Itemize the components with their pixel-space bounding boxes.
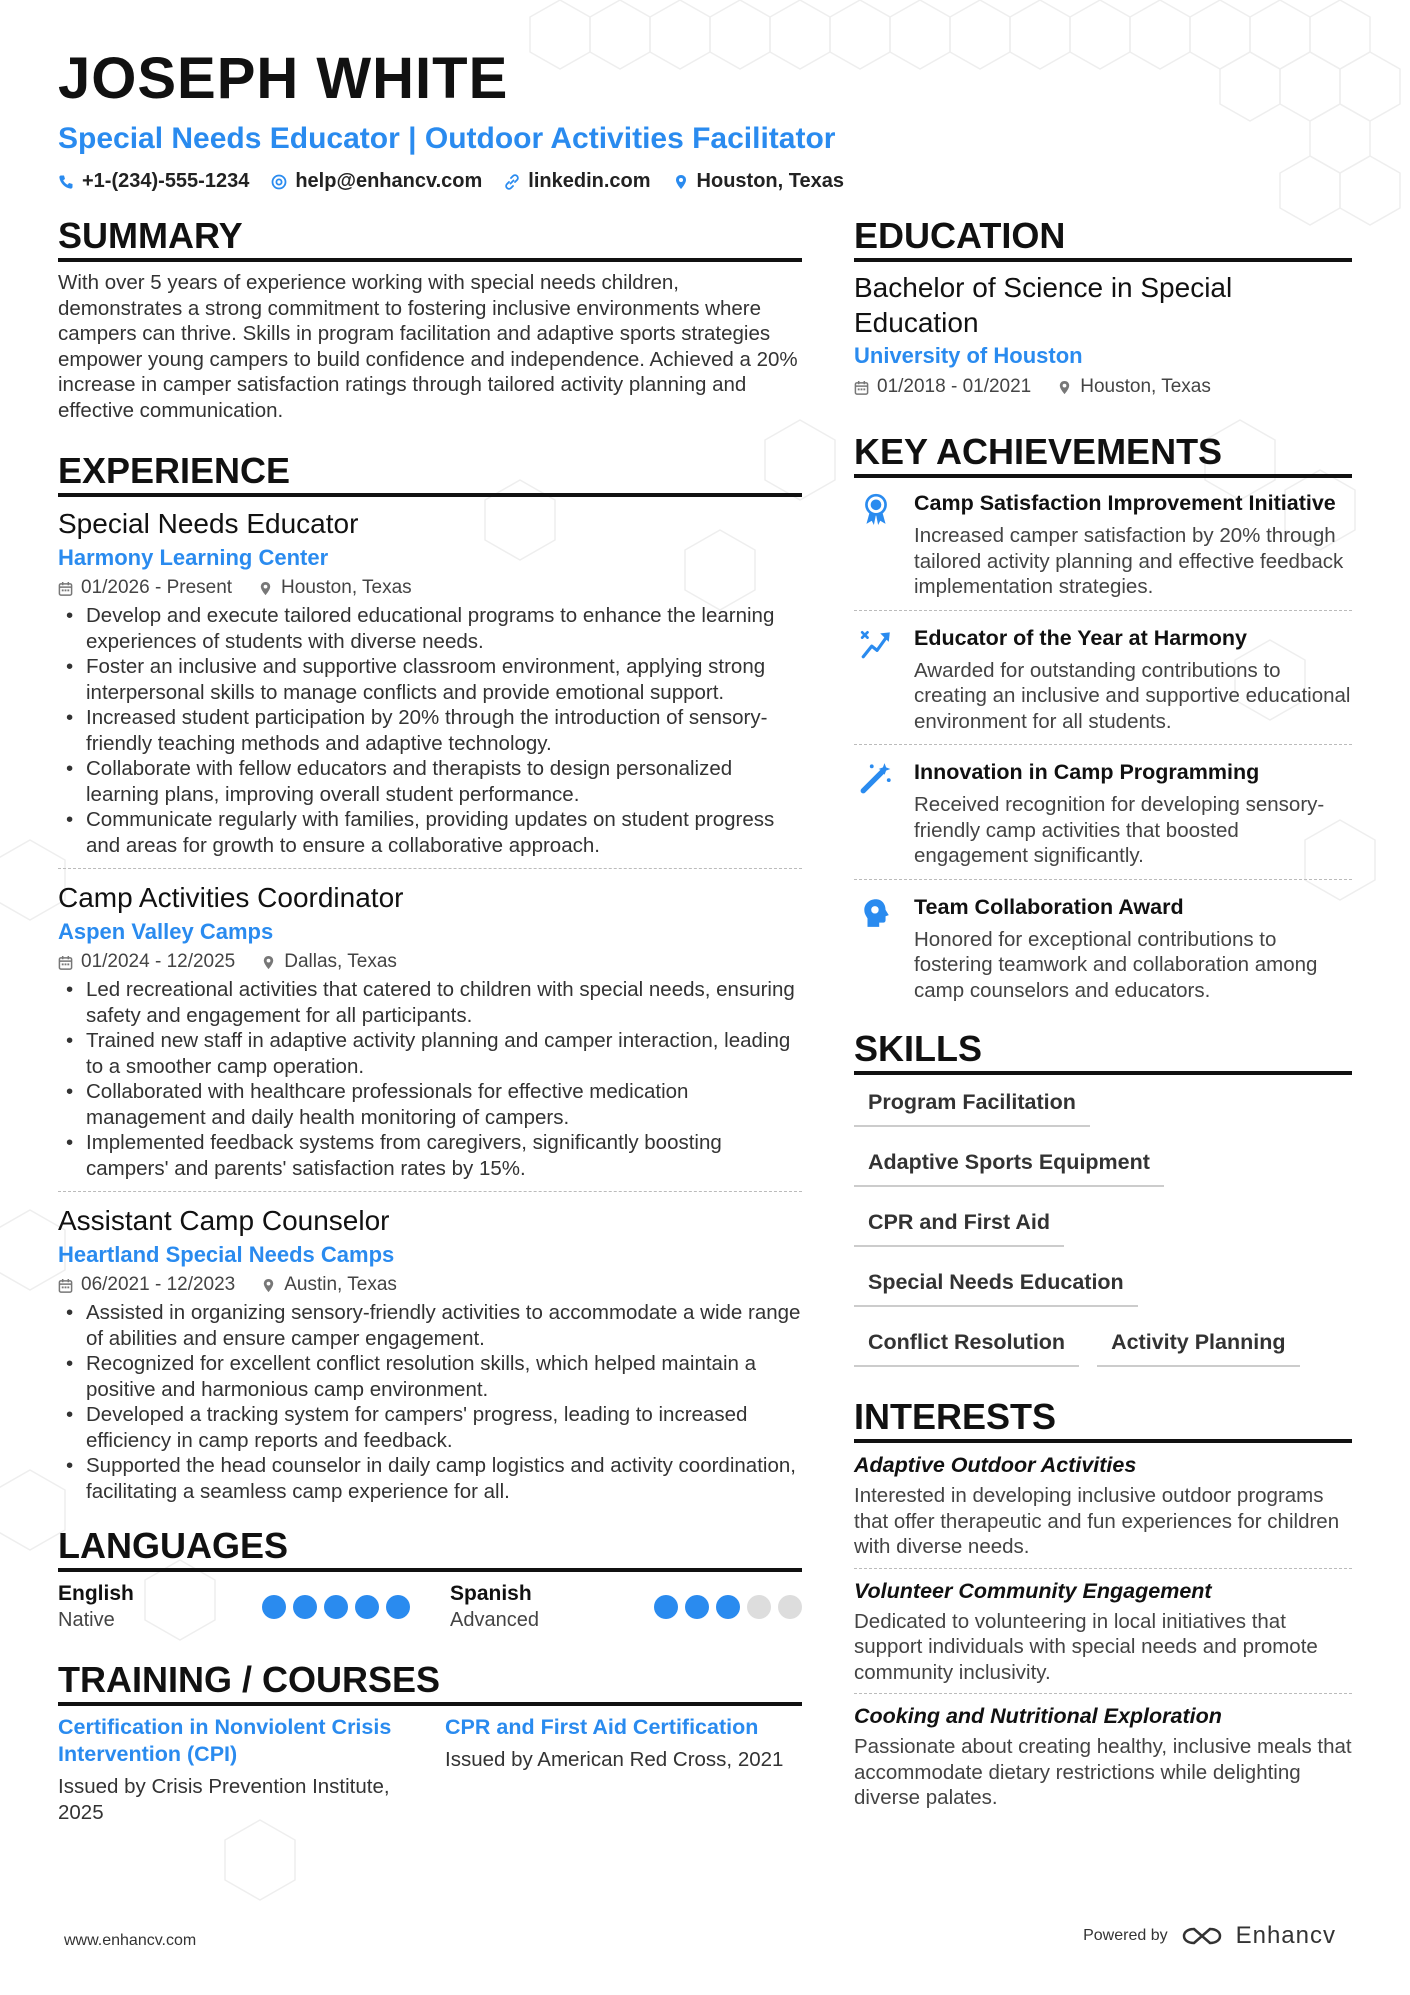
course-item [445,1714,802,1826]
interest-title: Adaptive Outdoor Activities [854,1453,1137,1477]
school-name: University of Houston [854,343,1083,368]
job-bullet: • Foster an inclusive and supportive classroom environment, applying strong interpersonal skills to manage conflicts and provide emotional support. [58,654,802,705]
course-item [58,1714,415,1826]
education-location-text: Houston, Texas [1080,376,1211,397]
at-sign-icon [271,174,287,190]
achievement-title: Team Collaboration Award [914,894,1184,919]
job-meta [58,573,802,603]
rating-dot-filled [355,1595,379,1619]
resume-header [58,46,1358,193]
job-location-text: Austin, Texas [284,1274,397,1295]
language-name: English [58,1582,134,1605]
course-title: Certification in Nonviolent Crisis Intervention (CPI) [58,1715,392,1766]
summary-heading: SUMMARY [58,214,802,262]
achievement-description: Increased camper satisfaction by 20% through tailored activity planning and effective feedback implementation strategies. [914,524,1344,598]
achievement-item [854,486,1352,611]
job-bullet: • Implemented feedback systems from caregivers, significantly boosting campers' and parents' satisfaction rates by 15%. [58,1130,802,1181]
email-text: help@enhancv.com [295,170,483,192]
experience-section [58,449,802,1514]
rating-dot-empty [747,1595,771,1619]
achievement-description: Honored for exceptional contributions to fostering teamwork and collaboration among camp counselors and educators. [914,927,1318,1002]
location-text: Houston, Texas [696,170,844,192]
interest-description: Dedicated to volunteering in local initiatives that support individuals with special needs and promote community inclusivity. [854,1609,1318,1684]
skill-tag: Adaptive Sports Equipment [854,1145,1164,1187]
experience-entry [58,505,802,869]
skill-tag: Conflict Resolution [854,1325,1079,1367]
job-location [261,947,397,977]
experience-heading: EXPERIENCE [58,449,802,497]
job-bullets [58,977,802,1181]
phone-text: +1-(234)-555-1234 [82,170,250,192]
rating-dot-filled [716,1595,740,1619]
interests-section [854,1395,1352,1819]
achievements-heading: KEY ACHIEVEMENTS [854,430,1352,478]
trend-arrow-icon [854,625,898,735]
job-meta [58,947,802,977]
phone-icon [58,174,74,190]
job-bullet: • Assisted in organizing sensory-friendly activities to accommodate a wide range of abilities and ensure camper engagement. [58,1300,802,1351]
powered-by-text: Powered by [1083,1927,1168,1944]
languages-heading: LANGUAGES [58,1524,802,1572]
experience-entry [58,879,802,1192]
skill-tag: CPR and First Aid [854,1205,1064,1247]
rating-dot-filled [262,1595,286,1619]
calendar-icon [58,955,73,970]
company-name: Heartland Special Needs Camps [58,1242,395,1267]
experience-entry [58,1202,802,1514]
calendar-icon [58,581,73,596]
contact-phone[interactable] [58,170,249,193]
education-dates-text: 01/2018 - 01/2021 [877,376,1032,397]
language-level: Native [58,1609,115,1631]
language-rating [262,1595,410,1619]
interest-description: Interested in developing inclusive outdoor programs that offer therapeutic and fun experiences for children with diverse needs. [854,1484,1340,1558]
job-bullets [58,1300,802,1504]
job-location [258,573,412,603]
skills-list [854,1085,1352,1367]
languages-list [58,1580,802,1634]
language-rating [654,1595,802,1619]
course-description: Issued by Crisis Prevention Institute, 2025 [58,1775,390,1824]
map-pin-icon [261,955,276,970]
achievement-description: Awarded for outstanding contributions to creating an inclusive and supportive educational environment for all students. [914,658,1351,733]
courses-list [58,1714,802,1826]
contact-bar [58,170,1358,193]
left-column [58,214,802,1826]
footer-branding [1083,1922,1336,1950]
job-dates-text: 06/2021 - 12/2023 [81,1274,236,1295]
right-column [854,214,1352,1827]
job-bullet: • Recognized for excellent conflict resolution skills, which helped maintain a positive and harmonious camp environment. [58,1351,802,1402]
head-profile-icon [854,894,898,1004]
enhancv-logo-icon [1180,1924,1224,1948]
language-name: Spanish [450,1582,532,1605]
job-dates [58,947,235,977]
map-pin-icon [258,581,273,596]
contact-linkedin[interactable] [504,170,650,193]
language-level: Advanced [450,1609,539,1631]
job-bullet: • Communicate regularly with families, providing updates on student progress and areas for growth to ensure a collaborative approach. [58,807,802,858]
course-title: CPR and First Aid Certification [445,1715,759,1739]
interest-item [854,1577,1352,1695]
achievement-title: Educator of the Year at Harmony [914,625,1247,650]
map-pin-icon [1057,380,1072,395]
calendar-icon [58,1278,73,1293]
skills-heading: SKILLS [854,1027,1352,1075]
course-description: Issued by American Red Cross, 2021 [445,1748,784,1771]
achievement-title: Innovation in Camp Programming [914,760,1260,784]
interest-item [854,1702,1352,1819]
language-item [58,1580,410,1634]
map-pin-icon [261,1278,276,1293]
job-bullet: • Supported the head counselor in daily camp logistics and activity coordination, facilitating a seamless camp experience for all. [58,1453,802,1504]
education-heading: EDUCATION [854,214,1352,262]
job-dates-text: 01/2026 - Present [81,577,233,598]
candidate-name: JOSEPH WHITE [58,46,509,111]
job-dates [58,1270,235,1300]
job-bullet: • Collaborated with healthcare professionals for effective medication management and daily health monitoring of campers. [58,1079,802,1130]
rating-dot-filled [293,1595,317,1619]
achievements-section [854,430,1352,1013]
training-section [58,1658,802,1826]
job-location [261,1270,397,1300]
achievement-item [854,621,1352,746]
job-bullet: • Developed a tracking system for campers' progress, leading to increased efficiency in camp reports and feedback. [58,1402,802,1453]
education-section [854,214,1352,402]
achievement-item [854,890,1352,1014]
link-icon [504,174,520,190]
footer-website[interactable]: www.enhancv.com [64,1932,197,1949]
interest-title: Cooking and Nutritional Exploration [854,1704,1222,1728]
job-title: Assistant Camp Counselor [58,1205,390,1236]
achievement-title: Camp Satisfaction Improvement Initiative [914,491,1336,515]
interest-item [854,1451,1352,1569]
education-dates [854,372,1031,402]
rating-dot-filled [685,1595,709,1619]
award-ribbon-icon [854,490,898,600]
rating-dot-filled [386,1595,410,1619]
summary-section [58,214,802,423]
rating-dot-filled [324,1595,348,1619]
skill-tag: Program Facilitation [854,1085,1090,1127]
interest-title: Volunteer Community Engagement [854,1578,1212,1603]
job-dates-text: 01/2024 - 12/2025 [81,951,236,972]
job-bullets [58,603,802,858]
rating-dot-filled [654,1595,678,1619]
interests-heading: INTERESTS [854,1395,1352,1443]
language-item [450,1580,802,1634]
job-location-text: Dallas, Texas [284,951,397,972]
languages-section [58,1524,802,1634]
training-heading: TRAINING / COURSES [58,1658,802,1706]
job-title: Camp Activities Coordinator [58,882,404,913]
job-bullet: • Increased student participation by 20% through the introduction of sensory-friendly teaching methods and adaptive technology. [58,705,802,756]
contact-email[interactable] [271,170,482,193]
skills-section [854,1027,1352,1367]
contact-location [673,170,844,193]
linkedin-text: linkedin.com [528,170,651,192]
rating-dot-empty [778,1595,802,1619]
job-bullet: • Trained new staff in adaptive activity planning and camper interaction, leading to a smoother camp operation. [58,1028,802,1079]
job-location-text: Houston, Texas [281,577,412,598]
job-title: Special Needs Educator [58,508,359,539]
job-dates [58,573,232,603]
job-bullet: • Develop and execute tailored educational programs to enhance the learning experiences of students with diverse needs. [58,603,802,654]
brand-name: Enhancv [1235,1922,1336,1949]
job-bullet: • Collaborate with fellow educators and therapists to design personalized learning plans, improving overall student performance. [58,756,802,807]
calendar-icon [854,380,869,395]
company-name: Aspen Valley Camps [58,919,274,944]
candidate-headline: Special Needs Educator | Outdoor Activities Facilitator [58,122,836,155]
skill-tag: Special Needs Education [854,1265,1138,1307]
achievement-item [854,755,1352,880]
job-meta [58,1270,802,1300]
job-bullet: • Led recreational activities that catered to children with special needs, ensuring safety and engagement for all participants. [58,977,802,1028]
interest-description: Passionate about creating healthy, inclusive meals that accommodate dietary restrictions while delighting diverse palates. [854,1735,1352,1809]
education-meta [854,372,1352,402]
skill-tag: Activity Planning [1097,1325,1299,1367]
achievement-description: Received recognition for developing sensory-friendly camp activities that boosted engagement significantly. [914,793,1325,867]
degree-title: Bachelor of Science in Special Education [854,272,1233,338]
summary-text: With over 5 years of experience working with special needs children, demonstrates a strong commitment to fostering inclusive environments where campers can thrive. Skills in program facilitation and adaptive sports strategies empower young campers to build confidence and independence. Achieved a 20% increase in camper satisfaction ratings through tailored activity planning and effective communication. [58,271,798,422]
map-pin-icon [673,174,689,190]
magic-wand-icon [854,759,898,869]
company-name: Harmony Learning Center [58,545,329,570]
education-location [1057,372,1211,402]
